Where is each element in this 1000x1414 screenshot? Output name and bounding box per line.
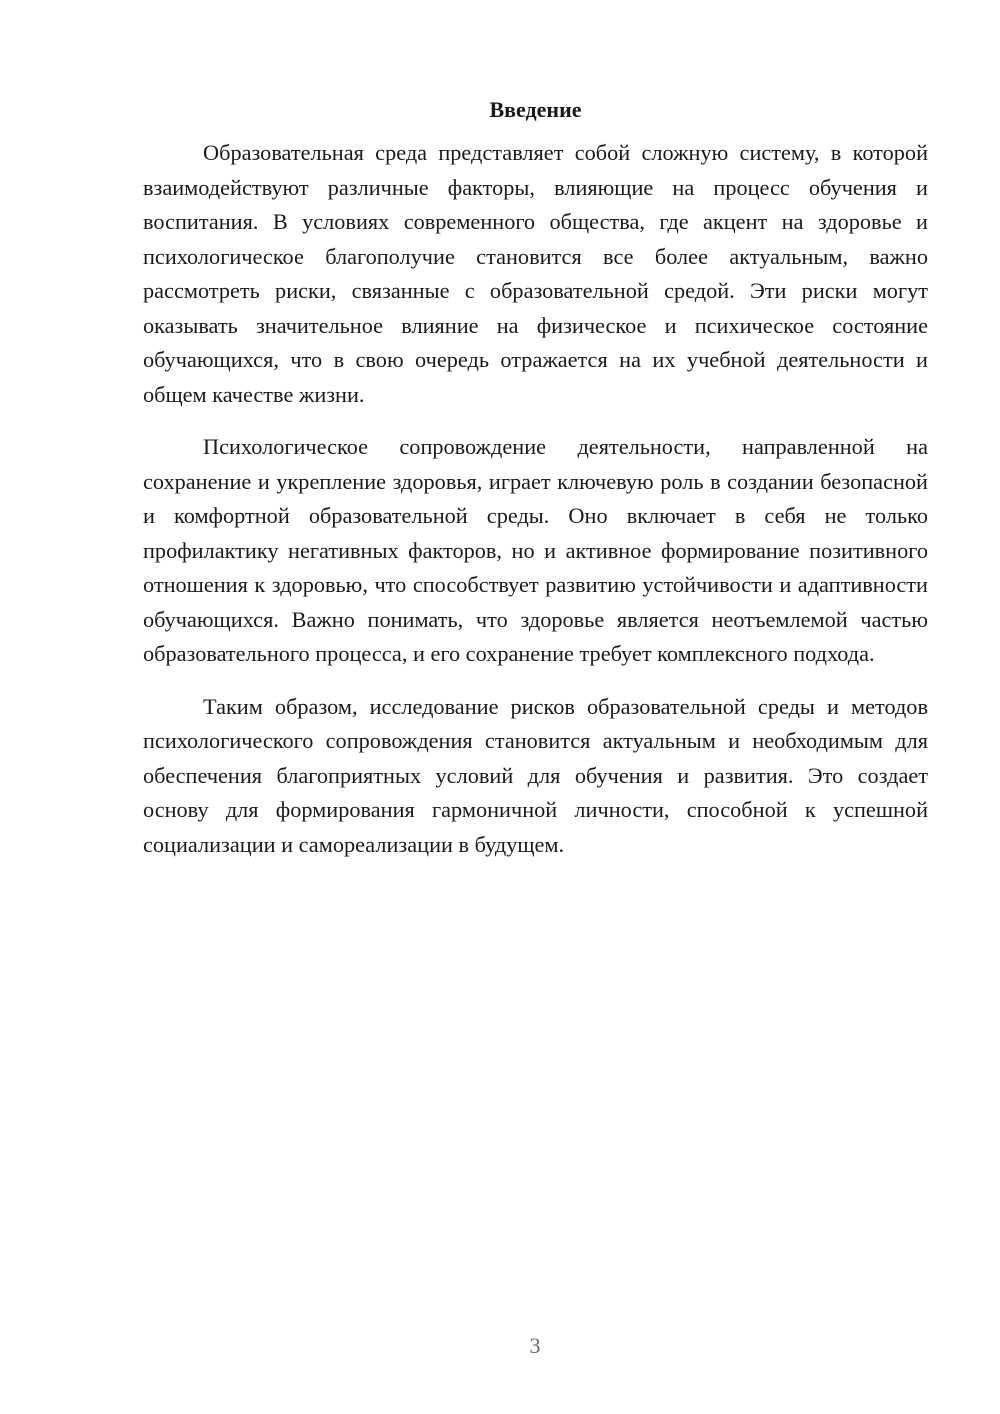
section-heading: Введение	[489, 97, 582, 122]
page-content	[143, 95, 928, 880]
paragraph-3: Таким образом, исследование рисков образовательной среды и методов психологического сопровождения становится актуальным и необходимым для обеспечения благоприятных условий для обучения и развития. Это создает основу для формирования гармоничной личности, способной к успешной социализации и самореализации в будущем.	[143, 693, 928, 857]
paragraph-1: Образовательная среда представляет собой сложную систему, в которой взаимодействуют различные факторы, влияющие на процесс обучения и воспитания. В условиях современного общества, где акцент на здоровье и психологическое благополучие становится все более актуальным, важно рассмотреть риски, связанные с образовательной средой. Эти риски могут оказывать значительное влияние на физическое и психическое состояние обучающихся, что в свою очередь отражается на их учебной деятельности и общем качестве жизни.	[143, 140, 928, 407]
paragraph-2: Психологическое сопровождение деятельности, направленной на сохранение и укрепление здоровья, играет ключевую роль в создании безопасной и комфортной образовательной среды. Оно включает в себя не только профилактику негативных факторов, но и активное формирование позитивного отношения к здоровью, что способствует развитию устойчивости и адаптивности обучающихся. Важно понимать, что здоровье является неотъемлемой частью образовательного процесса, и его сохранение требует комплексного подхода.	[143, 434, 928, 666]
page-number: 3	[529, 1333, 541, 1358]
